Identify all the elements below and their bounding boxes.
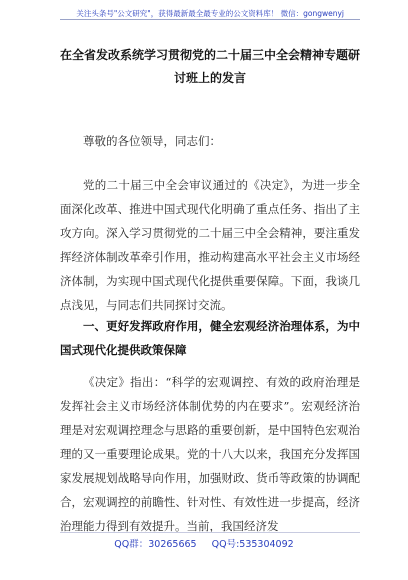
body-paragraph: 《决定》指出：“科学的宏观调控、有效的政府治理是发挥社会主义市场经济体制优势的内在要求”。宏观经济治理是对宏观调控理念与思路的重要创新，是中国特色宏观治理的又一重要理论成果。党的十八大以来，我国充分发挥国家发展规划战略导向作用，加强财政、货币等政策的协调配合，宏观调控的前瞻性、针对性、有效性进一步提高，经济治理能力得到有效提升。当前，我国经济发 — [60, 375, 360, 533]
title-line-2: 讨班上的发言 — [173, 71, 246, 85]
intro-paragraph: 党的二十届三中全会审议通过的《决定》，为进一步全面深化改革、推进中国式现代化明确了重点任务、指出了主攻方向。深入学习贯彻党的二十届三中全会精神，要注重发挥经济体制改革牵引作用，推动构建高水平社会主义市场经济体制，为实现中国式现代化提供重要保障。下面，我谈几点浅见，与同志们共同探讨交流。 — [60, 178, 360, 312]
footer-divider — [60, 532, 360, 533]
section-heading: 一、更好发挥政府作用，健全宏观经济治理体系，为中国式现代化提供政策保障 — [60, 319, 360, 357]
header-divider — [60, 19, 360, 20]
footer — [0, 536, 408, 550]
salutation: 尊敬的各位领导，同志们： — [83, 134, 221, 148]
footer-qq-number: QQ号:535304092 — [211, 539, 294, 550]
footer-qq-group: QQ群：30265665 — [114, 539, 197, 550]
title-line-1: 在全省发改系统学习贯彻党的二十届三中全会精神专题研 — [60, 48, 361, 62]
header-banner: 关注头条号"公文研究"，获得最新最全最专业的公文资料库！ 微信：gongwenyj — [76, 9, 344, 18]
document-title — [60, 44, 360, 90]
